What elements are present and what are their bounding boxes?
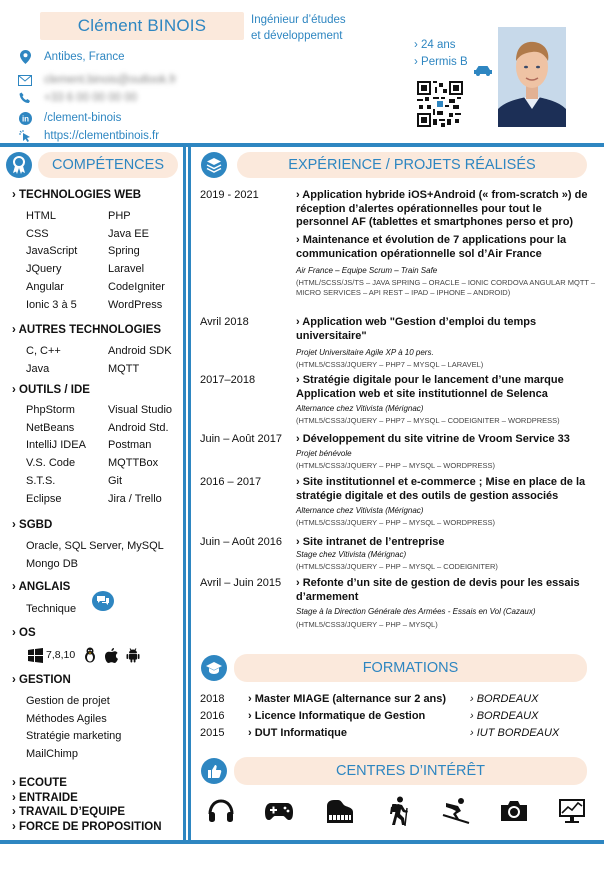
phone-row[interactable]: +33 6 00 00 00 00 bbox=[18, 89, 177, 107]
qr-code[interactable] bbox=[417, 81, 463, 127]
soft-skill-item: › FORCE DE PROPOSITION bbox=[12, 820, 162, 833]
experience-title: › Stratégie digitale pour le lancement d’une marque Application web et site institutionnel de Selenca bbox=[296, 374, 564, 400]
education-degree: › DUT Informatique bbox=[248, 727, 347, 739]
management-item: Méthodes Agiles bbox=[26, 712, 107, 725]
website-row[interactable]: https://clementbinois.fr bbox=[18, 127, 177, 145]
os-list bbox=[28, 647, 140, 663]
experience-title: › Site institutionnel et e-commerce ; Mise en place de la stratégie digitale et des outils de gestion associés bbox=[296, 476, 586, 502]
management-item: Gestion de projet bbox=[26, 695, 110, 707]
experience-title: › Site intranet de l’entreprise bbox=[296, 536, 445, 548]
profile-photo bbox=[498, 27, 566, 127]
management-heading: › GESTION bbox=[12, 674, 71, 686]
skill-item: MQTT bbox=[108, 362, 140, 375]
experience-date: Avril 2018 bbox=[200, 316, 249, 328]
layers-icon bbox=[201, 152, 227, 178]
experience-context: Projet Universitaire Agile XP à 10 pers. bbox=[296, 348, 434, 357]
phone-icon bbox=[18, 91, 32, 105]
english-level: Technique bbox=[26, 603, 77, 615]
tool-item: Git bbox=[108, 474, 123, 487]
education-degree: › Licence Informatique de Gestion bbox=[248, 710, 426, 722]
footer-divider bbox=[0, 840, 604, 844]
experience-technologies: (HTML/SCSS/JS/TS – JAVA SPRING – ORACLE – IONIC CORDOVA ANGULAR MQTT – MICRO SERVICES – API REST – IPAD – IPHONE – ANDROID) bbox=[296, 278, 596, 297]
education-year: 2015 bbox=[200, 727, 225, 739]
web-tech-heading: › TECHNOLOGIES WEB bbox=[12, 189, 142, 201]
full-name: Clément BINOIS bbox=[40, 12, 244, 40]
skill-item: CodeIgniter bbox=[108, 280, 165, 293]
skill-item: WordPress bbox=[108, 298, 163, 311]
tool-item: NetBeans bbox=[26, 421, 75, 434]
gamepad-icon bbox=[264, 796, 294, 826]
chat-icon bbox=[92, 591, 114, 611]
tools-list bbox=[26, 402, 198, 508]
education-place: › BORDEAUX bbox=[470, 710, 539, 722]
experience-title: › Refonte d’un site de gestion de devis pour les essais d’armement bbox=[296, 577, 580, 603]
skill-item: Spring bbox=[108, 245, 140, 258]
skill-item: HTML bbox=[26, 210, 56, 222]
thumbs-up-icon bbox=[201, 758, 227, 784]
linkedin-row[interactable]: in /clement-binois bbox=[18, 109, 177, 127]
apple-icon bbox=[105, 648, 118, 663]
age: › 24 ans bbox=[414, 39, 456, 51]
management-list bbox=[26, 693, 121, 763]
linkedin-icon bbox=[18, 111, 32, 125]
experience-date: Avril – Juin 2015 bbox=[200, 577, 282, 589]
tool-item: Visual Studio bbox=[108, 404, 173, 416]
personal-info bbox=[414, 37, 468, 71]
os-heading: › OS bbox=[12, 627, 36, 639]
soft-skills-list bbox=[12, 776, 162, 834]
tool-item: Android Std. bbox=[108, 421, 169, 434]
tool-item: Eclipse bbox=[26, 492, 62, 505]
management-item: Stratégie marketing bbox=[26, 730, 122, 742]
experience-context: Alternance chez Vitivista (Mérignac) bbox=[296, 506, 424, 515]
driving-license: › Permis B bbox=[414, 56, 468, 68]
education-place: › BORDEAUX bbox=[470, 693, 539, 705]
experience-date: Juin – Août 2017 bbox=[200, 433, 282, 445]
experience-title-secondary: › Maintenance et évolution de 7 applications pour la communication opérationnelle sol d’Air France bbox=[296, 234, 567, 260]
map-pin-icon bbox=[18, 50, 32, 64]
education-row bbox=[200, 710, 538, 722]
skill-item: PHP bbox=[108, 210, 131, 222]
experience-context: Stage à la Direction Générale des Armées - Essais en Vol (Cazaux) bbox=[296, 607, 536, 616]
experience-date: 2017–2018 bbox=[200, 374, 256, 386]
sgbd-heading: › SGBD bbox=[12, 519, 53, 531]
windows-versions: 7,8,10 bbox=[46, 649, 76, 661]
experience-technologies: (HTML5/CSS3/JQUERY – PHP – MYSQL – CODEIGNITER) bbox=[296, 562, 498, 571]
skill-item: C, C++ bbox=[26, 345, 61, 357]
database-item: Oracle, SQL Server, MySQL bbox=[26, 540, 164, 552]
education-row bbox=[200, 693, 538, 705]
experience-technologies: (HTML5/CSS3/JQUERY – PHP7 – MYSQL – LARAVEL) bbox=[296, 360, 484, 369]
education-place: › IUT BORDEAUX bbox=[470, 727, 560, 739]
tool-item: S.T.S. bbox=[26, 474, 56, 487]
english-heading: › ANGLAIS bbox=[12, 581, 71, 593]
header-divider bbox=[0, 143, 604, 147]
experience-context: Projet bénévole bbox=[296, 449, 352, 458]
experience-context: Alternance chez Vitivista (Mérignac) bbox=[296, 404, 424, 413]
experience-title: › Application web "Gestion d’emploi du temps universitaire" bbox=[296, 316, 537, 342]
skill-item: Android SDK bbox=[108, 345, 172, 357]
tool-item: V.S. Code bbox=[26, 457, 76, 470]
experience-date: 2016 – 2017 bbox=[200, 476, 262, 488]
skill-item: Java EE bbox=[108, 227, 149, 240]
email-icon bbox=[18, 73, 32, 87]
education-title: FORMATIONS bbox=[234, 654, 587, 682]
skill-item: Laravel bbox=[108, 263, 145, 276]
tool-item: IntelliJ IDEA bbox=[26, 439, 86, 452]
education-year: 2016 bbox=[200, 710, 225, 722]
skill-item: JavaScript bbox=[26, 245, 78, 258]
tool-item: MQTTBox bbox=[108, 457, 159, 470]
computer-chart-icon bbox=[557, 796, 587, 826]
education-row bbox=[200, 727, 559, 739]
camera-icon bbox=[499, 796, 529, 826]
soft-skill-item: › ECOUTE bbox=[12, 777, 67, 789]
experience-title: › Application hybride iOS+Android (« from-scratch ») de réception d’alertes opérationnelles pour tout le personnel AF (tablettes et smartphones perso et pro) bbox=[296, 189, 588, 228]
experience-technologies: (HTML5/CSS3/JQUERY – PHP – MYSQL) bbox=[296, 620, 438, 629]
experience-date: 2019 - 2021 bbox=[200, 189, 259, 201]
award-icon bbox=[6, 152, 32, 178]
database-item: Mongo DB bbox=[26, 557, 78, 570]
location-row: Antibes, France bbox=[18, 47, 177, 67]
sgbd-list bbox=[26, 538, 164, 573]
skills-title: COMPÉTENCES bbox=[38, 152, 178, 178]
piano-icon bbox=[325, 796, 355, 826]
android-icon bbox=[126, 648, 140, 663]
svg-text:in: in bbox=[21, 114, 29, 123]
soft-skill-item: › ENTRAIDE bbox=[12, 791, 78, 804]
tool-item: Postman bbox=[108, 439, 152, 452]
other-tech-list bbox=[26, 343, 198, 378]
tools-heading: › OUTILS / IDE bbox=[12, 384, 90, 396]
job-title: Ingénieur d’études et développement bbox=[251, 14, 346, 42]
management-item: MailChimp bbox=[26, 747, 78, 760]
skill-item: Ionic 3 à 5 bbox=[26, 298, 77, 311]
experience-technologies: (HTML5/CSS3/JQUERY – PHP7 – MYSQL – CODEIGNITER – WORDPRESS) bbox=[296, 416, 560, 425]
linux-icon bbox=[83, 647, 97, 663]
other-tech-heading: › AUTRES TECHNOLOGIES bbox=[12, 324, 162, 336]
experience-context: Stage chez Vitivista (Mérignac) bbox=[296, 550, 407, 559]
interests-title: CENTRES D’INTÉRÊT bbox=[234, 757, 587, 785]
skill-item: Angular bbox=[26, 280, 64, 293]
windows-icon bbox=[28, 648, 43, 663]
skill-item: JQuery bbox=[26, 263, 62, 276]
cursor-click-icon bbox=[18, 129, 32, 143]
hiking-icon bbox=[384, 796, 414, 826]
experience-context: Air France – Equipe Scrum – Train Safe bbox=[296, 266, 438, 275]
experience-date: Juin – Août 2016 bbox=[200, 536, 282, 548]
experience-title: EXPÉRIENCE / PROJETS RÉALISÉS bbox=[237, 152, 587, 178]
skill-item: CSS bbox=[26, 227, 49, 240]
experience-title: › Développement du site vitrine de Vroom Service 33 bbox=[296, 433, 570, 445]
education-degree: › Master MIAGE (alternance sur 2 ans) bbox=[248, 693, 447, 705]
headphones-icon bbox=[206, 796, 236, 826]
car-icon bbox=[473, 64, 493, 82]
tool-item: PhpStorm bbox=[26, 404, 75, 416]
contact-block bbox=[18, 47, 177, 145]
email-row[interactable]: clement.binois@outlook.fr bbox=[18, 71, 177, 89]
experience-technologies: (HTML5/CSS3/JQUERY – PHP – MYSQL – WORDPRESS) bbox=[296, 461, 495, 470]
skiing-icon bbox=[441, 796, 471, 826]
skill-item: Java bbox=[26, 362, 50, 375]
education-year: 2018 bbox=[200, 693, 225, 705]
web-tech-list bbox=[26, 208, 198, 314]
experience-technologies: (HTML5/CSS3/JQUERY – PHP – MYSQL – WORDPRESS) bbox=[296, 518, 495, 527]
soft-skill-item: › TRAVAIL D’EQUIPE bbox=[12, 806, 126, 818]
graduation-cap-icon bbox=[201, 655, 227, 681]
tool-item: Jira / Trello bbox=[108, 492, 162, 505]
